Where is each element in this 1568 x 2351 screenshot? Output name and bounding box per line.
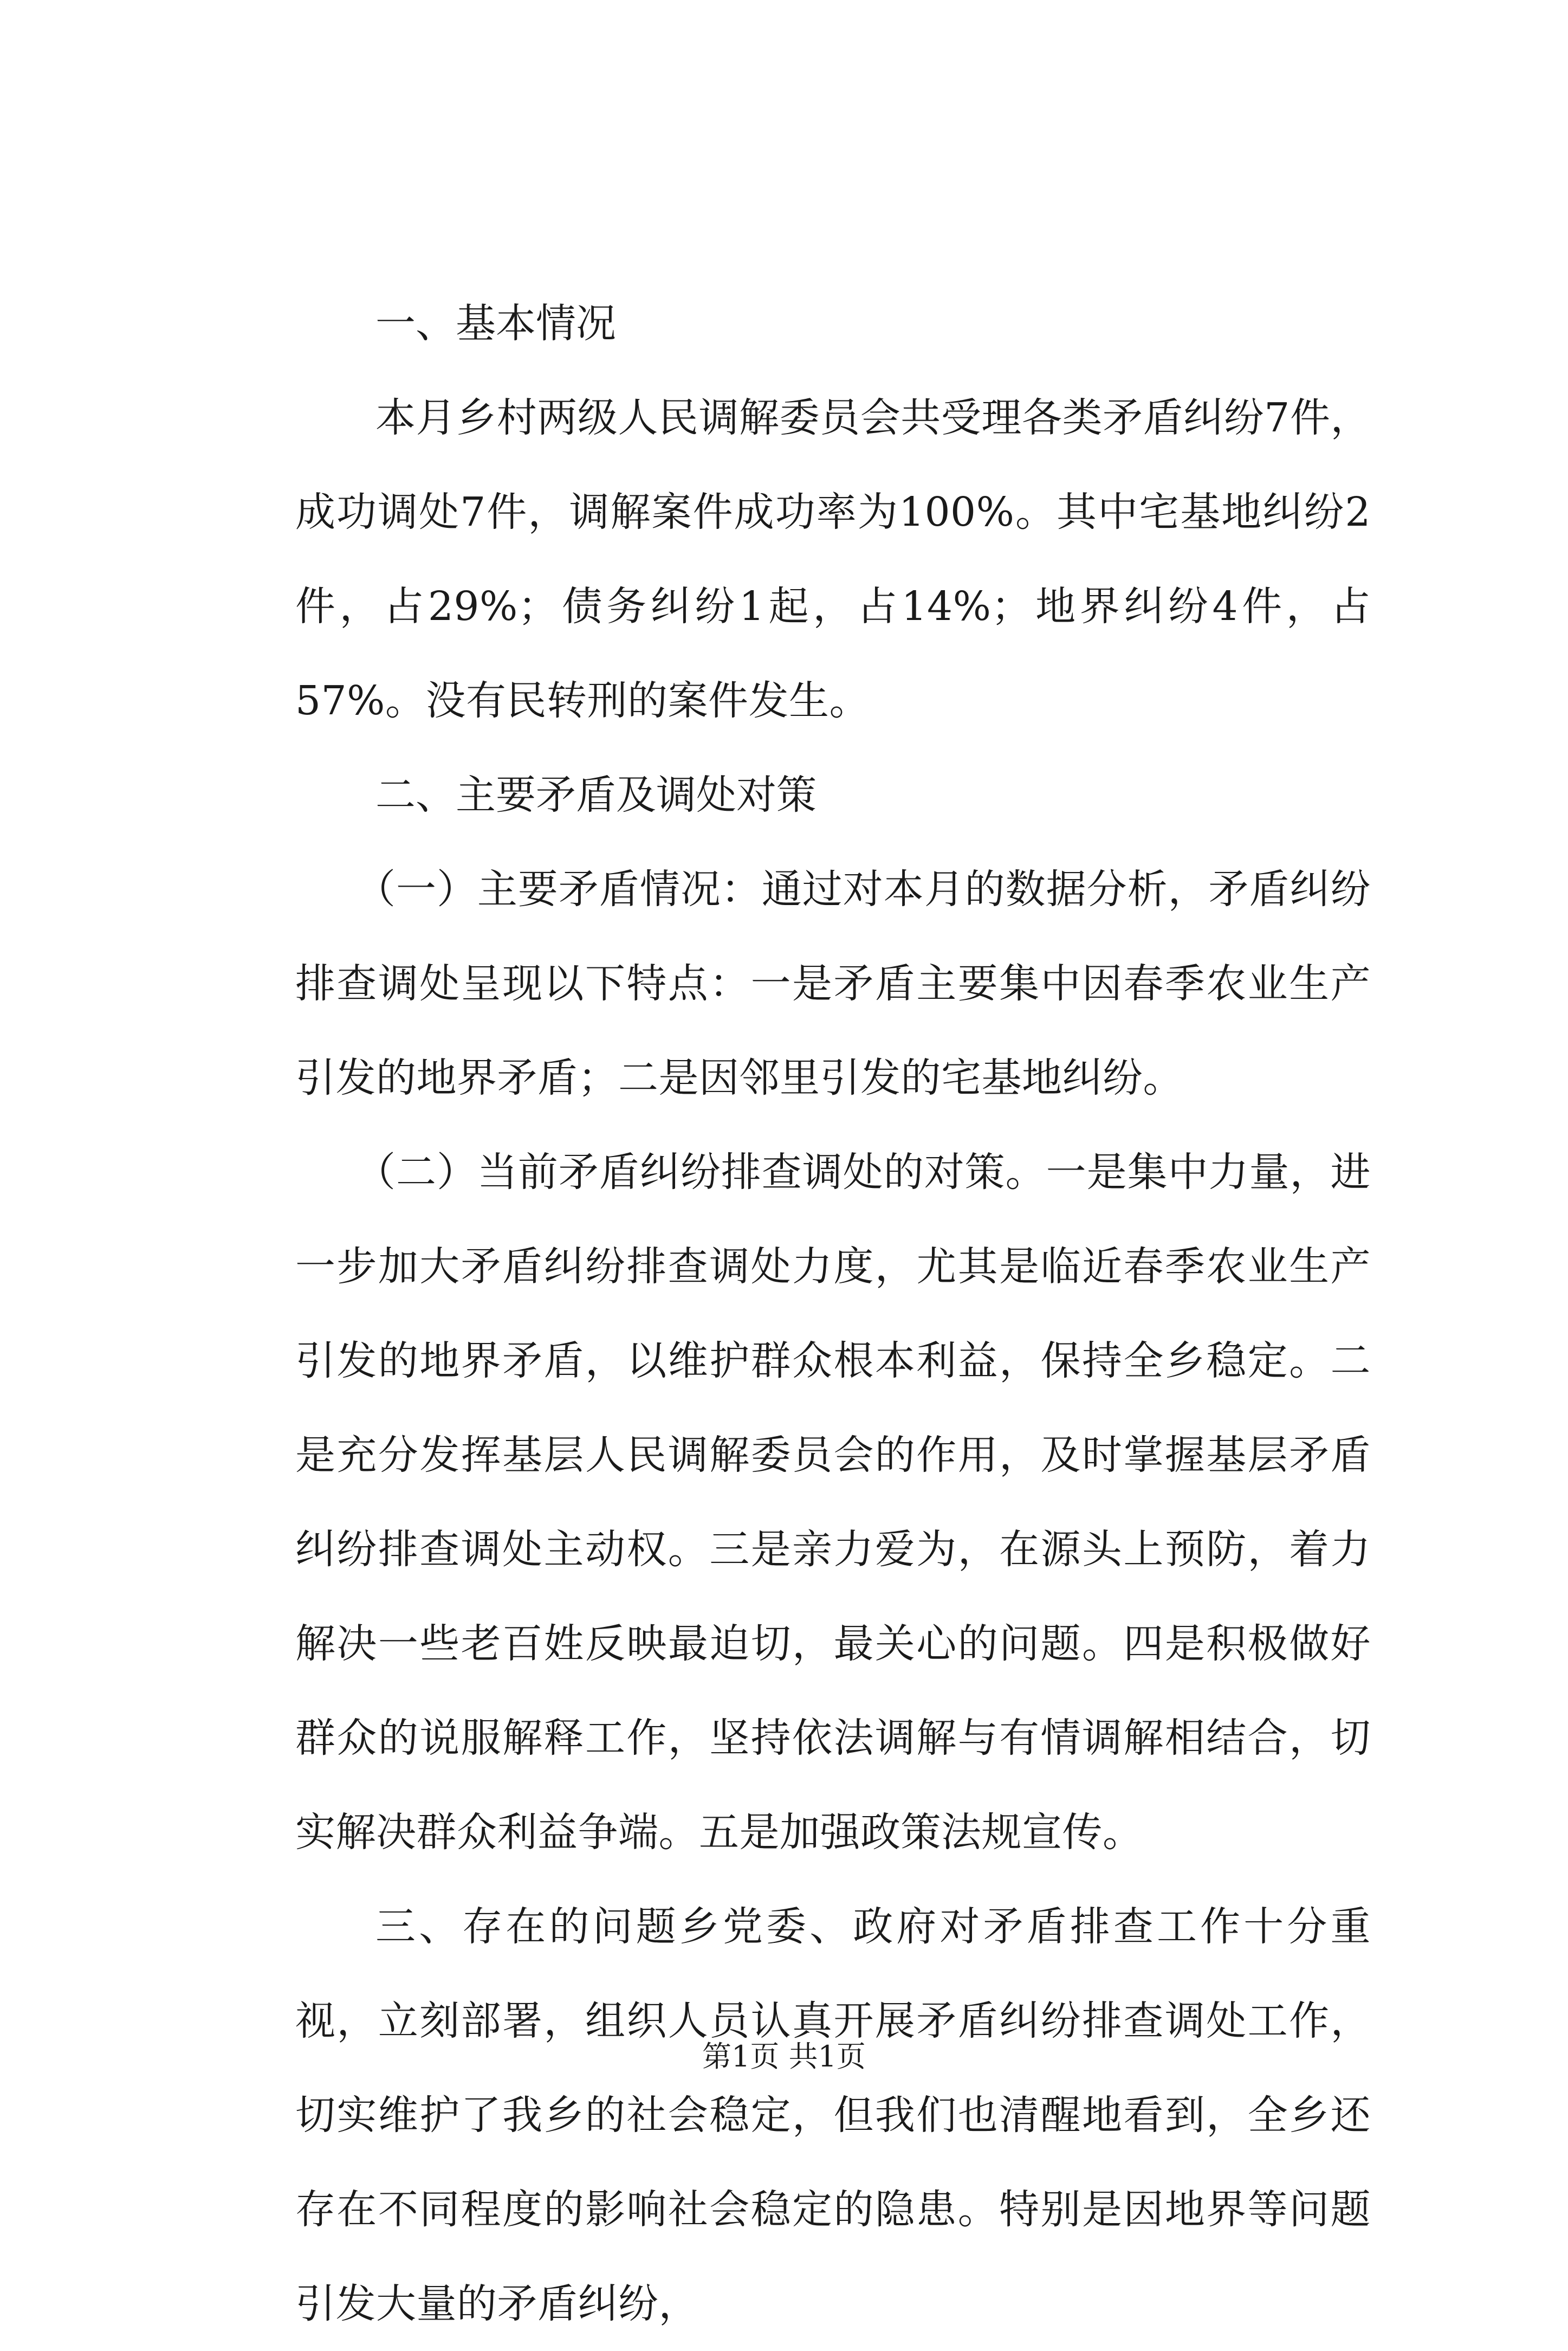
section2-sub2-paragraph: （二）当前矛盾纠纷排查调处的对策。一是集中力量，进一步加大矛盾纠纷排查调处力度，尤其是临近春季农业生产引发的地界矛盾，以维护群众根本利益，保持全乡稳定。二是充分发挥基层人民调解委员会的作用，及时掌握基层矛盾纠纷排查调处主动权。三是亲力爱为，在源头上预防，着力解决一些老百姓反映最迫切，最关心的问题。四是积极做好群众的说服解释工作，坚持依法调解与有情调解相结合，切实解决群众利益争端。五是加强政策法规宣传。 xyxy=(295,1149,1371,1856)
page-footer: 第1页 共1页 xyxy=(702,2039,866,2074)
section1-paragraph: 本月乡村两级人民调解委员会共受理各类矛盾纠纷7件，成功调处7件，调解案件成功率为100%。其中宅基地纠纷2件，占29%；债务纠纷1起，占14%；地界纠纷4件，占57%。没有民转刑的案件发生。 xyxy=(295,395,1371,724)
section2-heading: 二、主要矛盾及调处对策 xyxy=(375,772,817,818)
section3-paragraph: 三、存在的问题乡党委、政府对矛盾排查工作十分重视，立刻部署，组织人员认真开展矛盾纠纷排查调处工作，切实维护了我乡的社会稳定，但我们也清醒地看到，全乡还存在不同程度的影响社会稳定的隐患。特别是因地界等问题引发大量的矛盾纠纷， xyxy=(295,1903,1371,2327)
section2-sub1-paragraph: （一）主要矛盾情况：通过对本月的数据分析，矛盾纠纷排查调处呈现以下特点：一是矛盾主要集中因春季农业生产引发的地界矛盾；二是因邻里引发的宅基地纠纷。 xyxy=(295,866,1371,1101)
section1-heading: 一、基本情况 xyxy=(375,300,616,347)
